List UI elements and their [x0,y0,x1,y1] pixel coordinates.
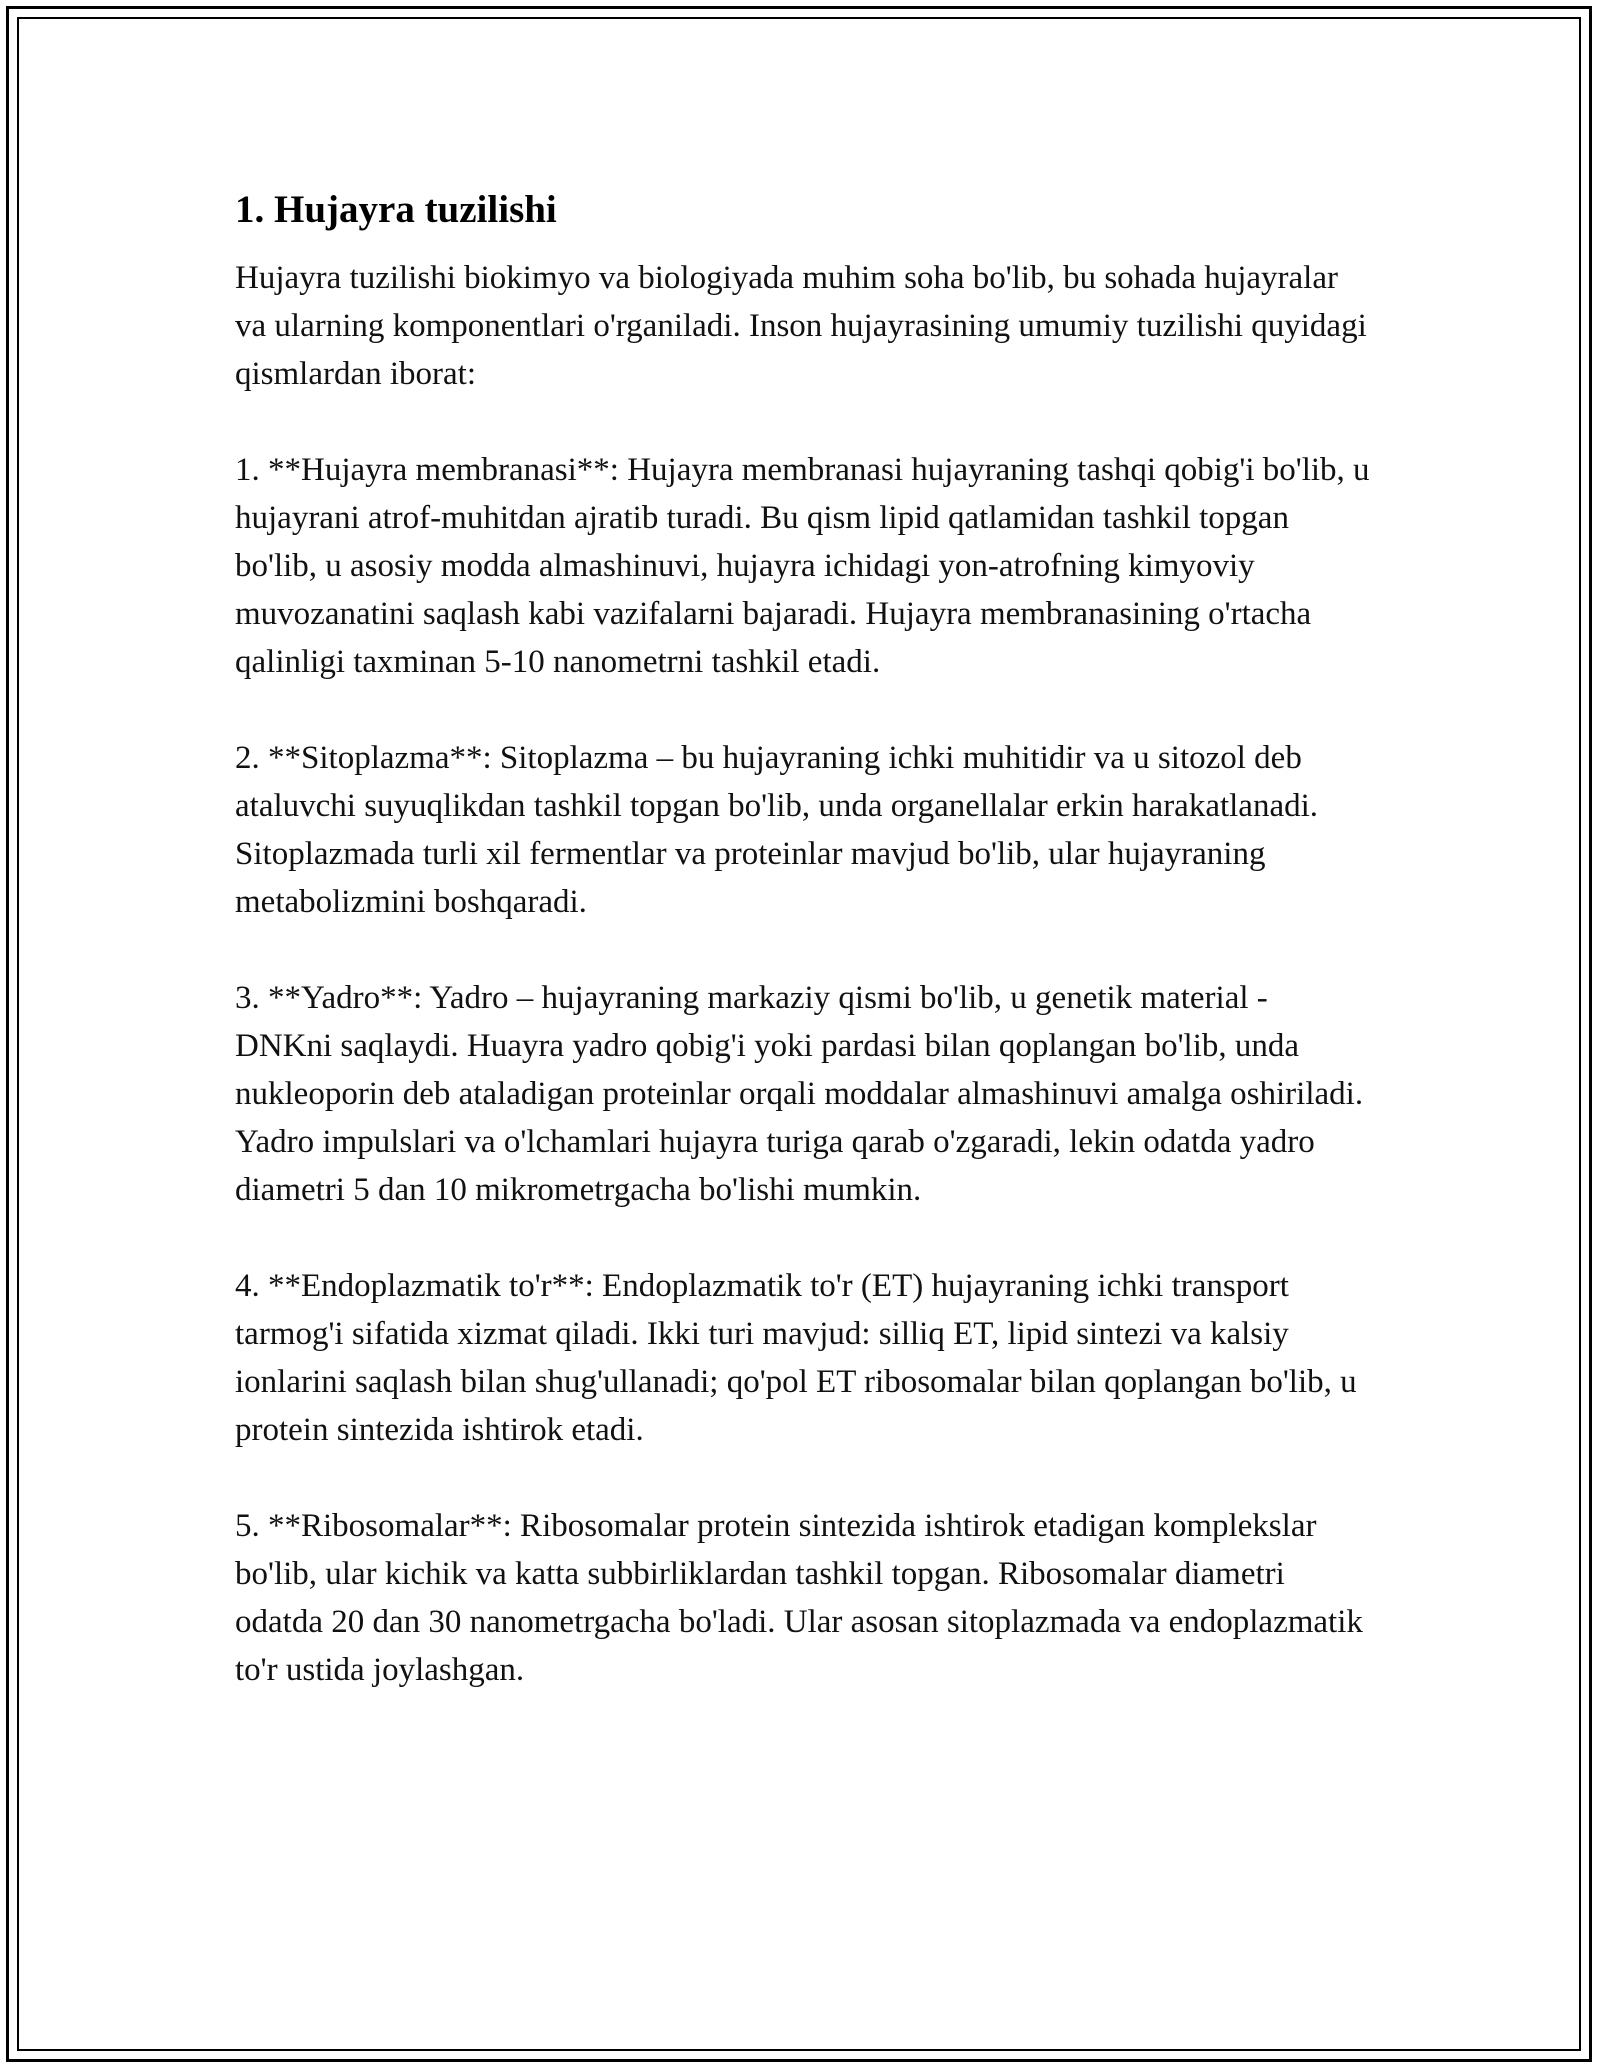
section-ribosomes: 5. **Ribosomalar**: Ribosomalar protein sintezida ishtirok etadigan komplekslar bo'lib, ular kichik va katta subbirliklardan tashkil topgan. Ribosomalar diametri odatda 20 dan 30 nanometrgacha bo'ladi. Ular asosan sitoplazmada va endoplazmatik to'r ustida joylashgan. [235,1508,1363,1688]
section-nucleus: 3. **Yadro**: Yadro – hujayraning markaziy qismi bo'lib, u genetik material - DNKni saqlaydi. Huayra yadro qobig'i yoki pardasi bilan qoplangan bo'lib, unda nukleoporin deb ataladigan proteinlar orqali moddalar almashinuvi amalga oshiriladi. Yadro impulslari va o'lchamlari hujayra turiga qarab o'zgaradi, lekin odatda yadro diametri 5 dan 10 mikrometrgacha bo'lishi mumkin. [235,980,1364,1208]
intro-paragraph: Hujayra tuzilishi biokimyo va biologiyada muhim soha bo'lib, bu sohada hujayralar va ularning komponentlari o'rganiladi. Inson hujayrasining umumiy tuzilishi quyidagi qismlardan iborat: [235,260,1367,392]
section-cytoplasm: 2. **Sitoplazma**: Sitoplazma – bu hujayraning ichki muhitidir va u sitozol deb ataluvchi suyuqlikdan tashkil topgan bo'lib, unda organellalar erkin harakatlanadi. Sitoplazmada turli xil fermentlar va proteinlar mavjud bo'lib, ular hujayraning metabolizmini boshqaradi. [235,740,1319,920]
section-endoplasmic-reticulum: 4. **Endoplazmatik to'r**: Endoplazmatik to'r (ET) hujayraning ichki transport tarmog'i sifatida xizmat qiladi. Ikki turi mavjud: silliq ET, lipid sintezi va kalsiy ionlarini saqlash bilan shug'ullanadi; qo'pol ET ribosomalar bilan qoplangan bo'lib, u protein sintezida ishtirok etadi. [235,1268,1357,1448]
section-cell-membrane: 1. **Hujayra membranasi**: Hujayra membranasi hujayraning tashqi qobig'i bo'lib, u hujayrani atrof-muhitdan ajratib turadi. Bu qism lipid qatlamidan tashkil topgan bo'lib, u asosiy modda almashinuvi, hujayra ichidagi yon-atrofning kimyoviy muvozanatini saqlash kabi vazifalarni bajaradi. Hujayra membranasining o'rtacha qalinligi taxminan 5-10 nanometrni tashkil etadi. [235,452,1370,680]
document-body [235,186,1370,1742]
document-title: 1. Hujayra tuzilishi [235,188,557,231]
